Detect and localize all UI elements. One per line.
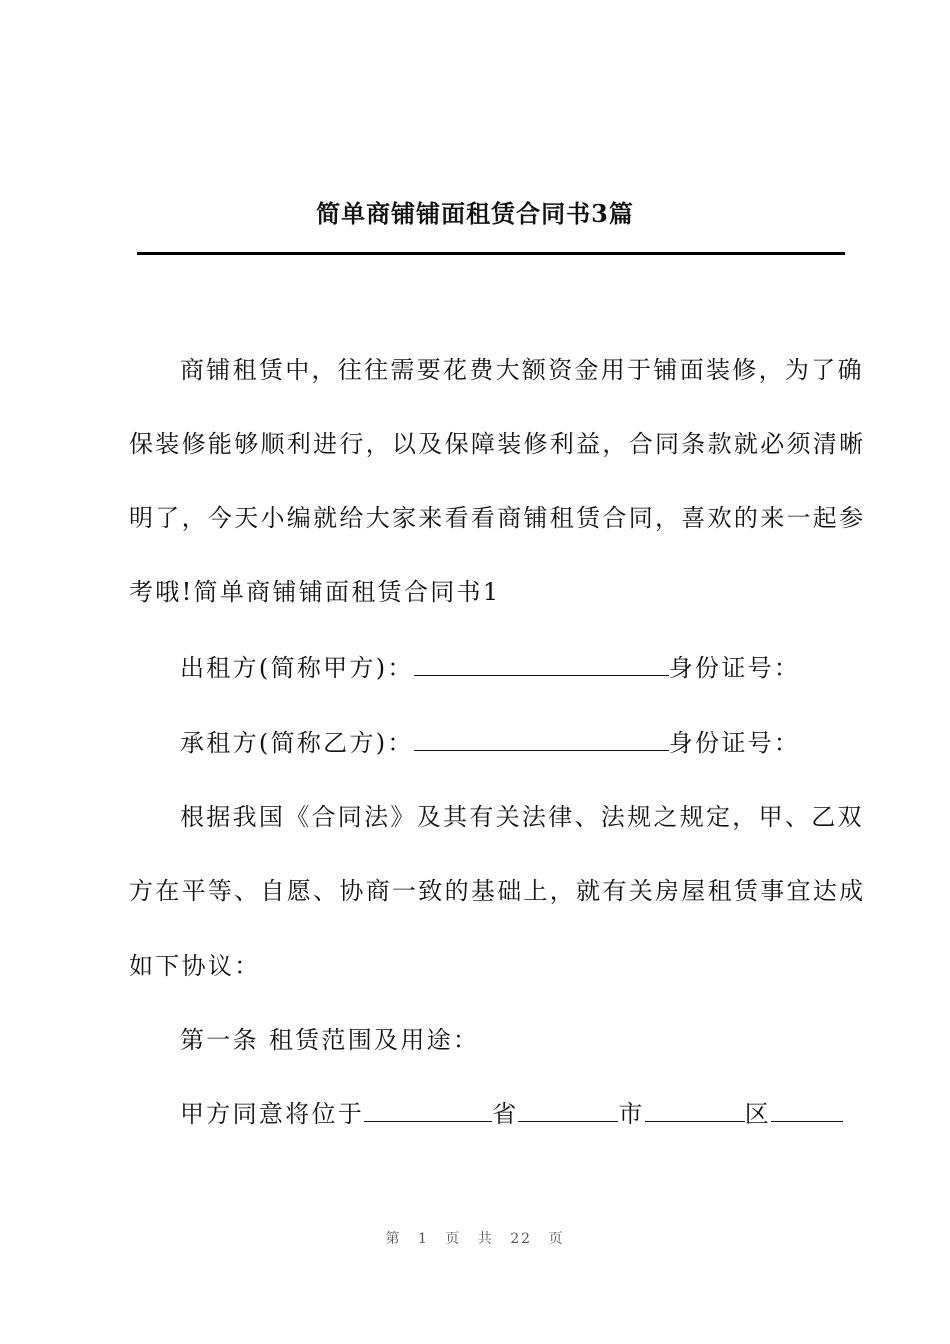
article-1-location-line [180, 1096, 845, 1132]
title-underline [137, 252, 845, 255]
lessee-line [180, 725, 845, 761]
lessor-name-blank[interactable] [414, 651, 669, 676]
district-label: 区 [744, 1100, 772, 1128]
lessor-id-label: 身份证号： [668, 654, 801, 682]
document-title: 简单商铺铺面租赁合同书3篇 [316, 199, 634, 228]
location-prefix: 甲方同意将位于 [180, 1100, 365, 1128]
page-number-footer: 第 1 页 共 22 页 [385, 1231, 565, 1247]
basis-line-1: 根据我国《合同法》及其有关法律、法规之规定，甲、乙双 [180, 803, 864, 831]
lessee-id-label: 身份证号： [668, 729, 801, 757]
province-blank[interactable] [364, 1097, 492, 1122]
province-label: 省 [492, 1100, 519, 1128]
basis-line-3: 如下协议： [129, 952, 261, 980]
intro-line-1: 商铺租赁中，往往需要花费大额资金用于铺面装修，为了确 [180, 356, 864, 384]
intro-line-3: 明了，今天小编就给大家来看看商铺租赁合同，喜欢的来一起参 [129, 504, 866, 532]
lessee-name-blank[interactable] [414, 726, 669, 751]
district-blank[interactable] [645, 1097, 745, 1122]
city-label: 市 [618, 1100, 645, 1128]
lessor-line [180, 650, 845, 686]
basis-line-2: 方在平等、自愿、协商一致的基础上，就有关房屋租赁事宜达成 [129, 877, 866, 905]
city-blank[interactable] [518, 1097, 618, 1122]
article-1-heading: 第一条 租赁范围及用途： [180, 1026, 480, 1054]
lessee-label: 承租方(简称乙方)： [180, 729, 414, 757]
street-blank[interactable] [771, 1097, 843, 1122]
intro-line-2: 保装修能够顺利进行，以及保障装修利益，合同条款就必须清晰 [129, 430, 866, 458]
lessor-label: 出租方(简称甲方)： [180, 654, 414, 682]
intro-line-4: 考哦!简单商铺铺面租赁合同书1 [129, 578, 501, 606]
